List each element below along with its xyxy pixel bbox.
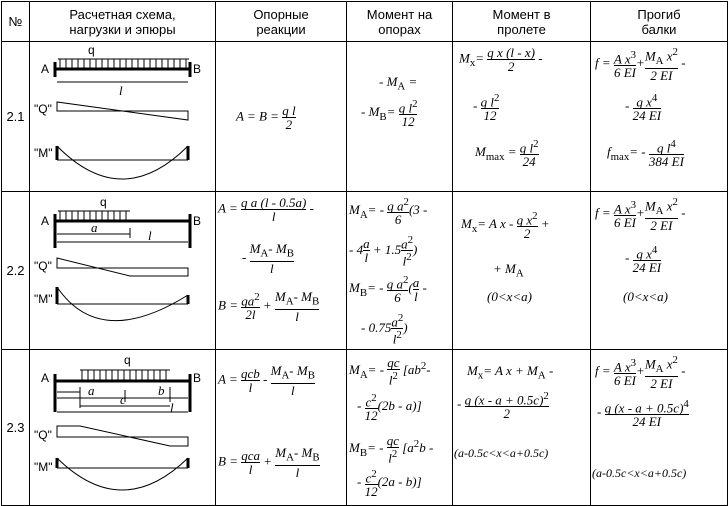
formula-mx-tail: + $M_A$ [493, 261, 524, 280]
row-number: 2.2 [2, 192, 30, 350]
shear-diagram-label: "Q" [34, 102, 52, 116]
support-moment-cell [347, 192, 453, 350]
moment-curve [57, 146, 188, 179]
formula-range: (0<x<a) [623, 289, 668, 304]
scheme-cell [30, 350, 216, 506]
formula-mx-tail: - $\frac{q l^2}{12}$ [473, 92, 500, 124]
table-row [2, 350, 728, 506]
span-moment-cell [453, 192, 591, 350]
beam-scheme-diagram [30, 42, 216, 186]
moment-diagram-label: "M" [34, 460, 53, 474]
reactions-cell [216, 192, 347, 350]
header-num: № [2, 2, 30, 42]
formula-f: f = $\frac{A x^3}{6 EI}$ + $\frac{M_A x^2}{2 EI}$ - [595, 196, 686, 233]
formula-rb: B = $\frac{\text{qca}}{l}$ + $\frac{M_A- M_B}{l}$ [218, 445, 320, 480]
load-label-q: q [100, 195, 107, 209]
formula-mx: $M_x= A$ x - $\frac{q x^2}{2}$ + [461, 210, 550, 242]
support-moment-cell [347, 350, 453, 506]
load-label-q: q [88, 43, 95, 57]
shear-diagram [57, 426, 188, 446]
span-label-l: l [148, 228, 152, 243]
deflection-cell [591, 192, 728, 350]
beam-scheme-diagram [30, 192, 216, 344]
beam-scheme-diagram [30, 350, 216, 500]
header-span-moment: Момент в пролете [453, 2, 591, 42]
row-number: 2.3 [2, 350, 30, 506]
formula-f-tail: - $\frac{q x^4}{24 EI}$ [625, 92, 662, 124]
span-label-a: a [91, 220, 98, 235]
formula-f-tail: - $\frac{q x^4}{24 EI}$ [625, 244, 662, 276]
formula-mb-tail: - 0.75 $\frac{a^2}{l^2}$ ) [361, 312, 408, 347]
support-label-a: A [41, 62, 50, 76]
formula-range: (a-0.5c<x<a+0.5c) [454, 446, 549, 460]
formula-range: (0<x<a) [487, 289, 532, 304]
scheme-cell [30, 192, 216, 350]
deflection-cell [591, 42, 728, 192]
span-label-c: c [120, 392, 126, 407]
support-label-a: A [41, 214, 50, 228]
formula-mx: $M_x=$ $\frac{\text{q x (l - x)}}{2}$ - [459, 45, 543, 74]
formula-ra: A = $\frac{\text{qcb}}{l}$ - $\frac{M_A- M_B}{l}$ [218, 363, 315, 398]
formula-f: f = $\frac{A x^3}{6 EI}$ + $\frac{M_A x^2}{2 EI}$ - [595, 354, 686, 391]
formula-mx: $M_x= A$ $x + M_A$ - [467, 363, 554, 382]
formula-ma-tail: - 4 $\frac{a}{l}$ + 1.5 $\frac{a^2}{l^2}$ ) [349, 234, 418, 269]
formula-mx-tail: - $\frac{q (x - a + 0.5c)^2}{2}$ [457, 390, 549, 422]
formula-rb: B = $\frac{qa^2}{2l}$ + $\frac{M_A- M_B}{l}$ [218, 289, 320, 324]
header-support-moment: Момент на опорах [347, 2, 453, 42]
span-label-a: a [88, 383, 95, 398]
header-row [2, 2, 728, 42]
support-label-b: B [193, 62, 202, 76]
moment-curve [57, 458, 188, 490]
span-moment-cell [453, 350, 591, 506]
header-deflection: Прогиб балки [591, 2, 728, 42]
formula-ma-tail: - $\frac{c^2}{12}$ (2b - a)] [357, 392, 422, 424]
formula-mb-tail: - $\frac{c^2}{12}$ (2a - b)] [357, 468, 422, 500]
formula-ma: $M_A=$ - $\frac{q a^2}{6}$ (3 - [349, 196, 428, 228]
shear-diagram-label: "Q" [34, 428, 52, 442]
reactions-cell [216, 350, 347, 506]
header-scheme: Расчетная схема, нагрузки и эпюры [30, 2, 216, 42]
deflection-cell [591, 350, 728, 506]
formula-f: f = $\frac{A x^3}{6 EI}$ + $\frac{M_A x^2}{2 EI}$ - [595, 46, 686, 83]
formula-mmax: $M_{max}$ = $\frac{q l^2}{24}$ [475, 138, 539, 170]
formula-reactions: A = B = $\frac{\text{q l}}{2}$ [236, 103, 296, 132]
beam-formula-table [1, 1, 728, 506]
row-number: 2.1 [2, 42, 30, 192]
formula-fmax: $f_{max}=$ - $\frac{q l^4}{384 EI}$ [607, 138, 684, 170]
table-row [2, 192, 728, 350]
shear-diagram-label: "Q" [34, 259, 52, 273]
span-moment-cell [453, 42, 591, 192]
table-row [2, 42, 728, 192]
support-label-b: B [193, 371, 202, 385]
moment-diagram-label: "M" [34, 292, 53, 306]
formula-f-tail: - $\frac{q (x - a + 0.5c)^4}{24 EI}$ [597, 398, 689, 430]
formula-mb: $M_B=$ - $\frac{q a^2}{6}$ ( $\frac{a}{l}$ - [349, 274, 427, 306]
shear-diagram [57, 102, 188, 120]
reactions-cell [216, 42, 347, 192]
shear-diagram [57, 258, 188, 276]
formula-ma: $M_A=$ - $\frac{qc}{l^2}$ [$ab^2-$ [349, 355, 431, 388]
formula-range: (a-0.5c<x<a+0.5c) [592, 466, 687, 480]
formula-mb: - $M_B=$ $\frac{q l^2}{12}$ [361, 98, 418, 130]
support-label-b: B [193, 214, 202, 228]
span-label-l: l [170, 400, 174, 415]
header-reactions: Опорные реакции [216, 2, 347, 42]
load-arrows [60, 211, 126, 220]
scheme-cell [30, 42, 216, 192]
support-moment-cell [347, 42, 453, 192]
support-label-a: A [41, 371, 50, 385]
span-label-l: l [119, 83, 123, 98]
load-label-q: q [124, 353, 131, 367]
load-arrows [82, 370, 166, 380]
span-label-b: b [158, 383, 165, 398]
moment-diagram-label: "M" [34, 146, 53, 160]
formula-ma: - $M_A$ = [379, 74, 418, 93]
load-arrows [60, 59, 186, 68]
formula-ra-tail: - $\frac{M_A- M_B}{l}$ [242, 241, 294, 276]
formula-mb: $M_B=$ - $\frac{qc}{l^2}$ [$a^2b$ - [349, 433, 434, 466]
formula-ra: A = $\frac{\text{q a (l - 0.5a)}}{l}$ - [218, 195, 314, 224]
